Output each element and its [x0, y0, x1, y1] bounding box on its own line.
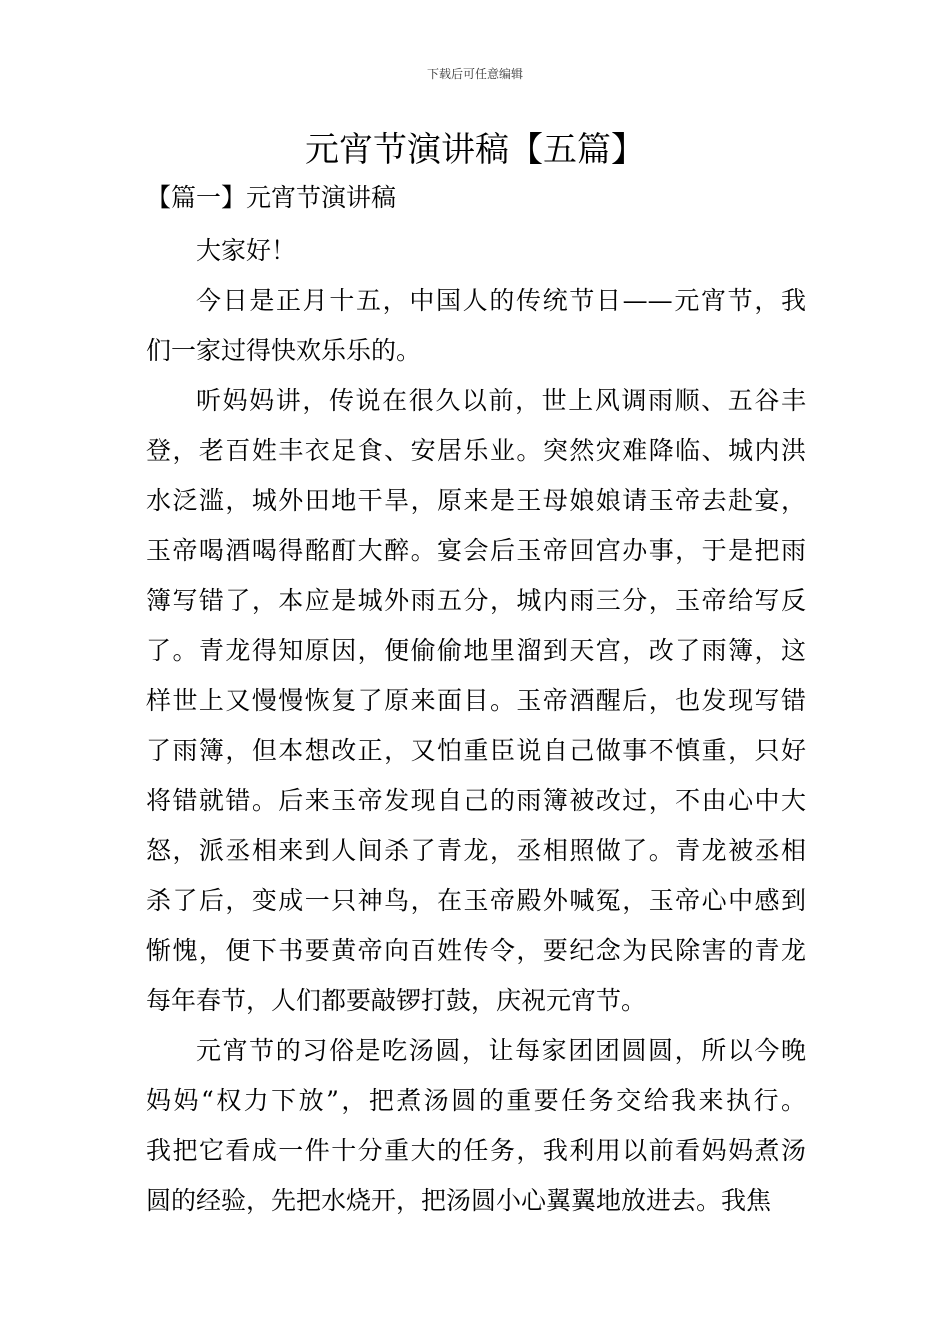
- paragraph: [146, 1026, 806, 1226]
- paragraph-line: 听妈妈讲，传说在很久以前，世上风调雨顺、五谷丰: [196, 386, 806, 415]
- paragraph-line: 每年春节，人们都要敲锣打鼓，庆祝元宵节。: [146, 986, 647, 1015]
- paragraph-line: 妈妈“权力下放”，把煮汤圆的重要任务交给我来执行。: [146, 1086, 806, 1115]
- paragraph-line: 样世上又慢慢恢复了原来面目。玉帝酒醒后，也发现写错: [146, 686, 806, 715]
- paragraph: [146, 276, 806, 376]
- paragraph-line: 们一家过得快欢乐乐的。: [146, 336, 422, 365]
- paragraph-line: 了雨簿，但本想改正，又怕重臣说自己做事不慎重，只好: [146, 736, 806, 765]
- header-note: 下载后可任意编辑: [426, 67, 523, 81]
- paragraph: [146, 226, 806, 276]
- section-heading: 【篇一】元宵节演讲稿: [146, 183, 397, 212]
- paragraph-line: 惭愧，便下书要黄帝向百姓传令，要纪念为民除害的青龙: [146, 936, 806, 965]
- paragraph-line: 了。青龙得知原因，便偷偷地里溜到天宫，改了雨簿，这: [146, 636, 806, 665]
- paragraph-line: 将错就错。后来玉帝发现自己的雨簿被改过，不由心中大: [146, 786, 806, 815]
- paragraph-line: 杀了后，变成一只神鸟，在玉帝殿外喊冤，玉帝心中感到: [146, 886, 806, 915]
- paragraph-line: 元宵节的习俗是吃汤圆，让每家团团圆圆，所以今晚: [196, 1036, 806, 1065]
- paragraph-line: 怒，派丞相来到人间杀了青龙，丞相照做了。青龙被丞相: [146, 836, 806, 865]
- paragraph-line: 我把它看成一件十分重大的任务，我利用以前看妈妈煮汤: [146, 1136, 806, 1165]
- paragraph-line: 大家好！: [196, 236, 297, 265]
- paragraph-line: 玉帝喝酒喝得酩酊大醉。宴会后玉帝回宫办事，于是把雨: [146, 536, 806, 565]
- paragraph-line: 簿写错了，本应是城外雨五分，城内雨三分，玉帝给写反: [146, 586, 806, 615]
- paragraph-line: 今日是正月十五，中国人的传统节日——元宵节，我: [196, 286, 806, 315]
- paragraph-line: 水泛滥，城外田地干旱，原来是王母娘娘请玉帝去赴宴，: [146, 486, 806, 515]
- paragraph-line: 登，老百姓丰衣足食、安居乐业。突然灾难降临、城内洪: [146, 436, 806, 465]
- paragraph: [146, 376, 806, 1026]
- document-body: [146, 226, 806, 1226]
- document-title: 元宵节演讲稿【五篇】: [305, 130, 645, 170]
- paragraph-line: 圆的经验，先把水烧开，把汤圆小心翼翼地放进去。我焦: [146, 1186, 772, 1215]
